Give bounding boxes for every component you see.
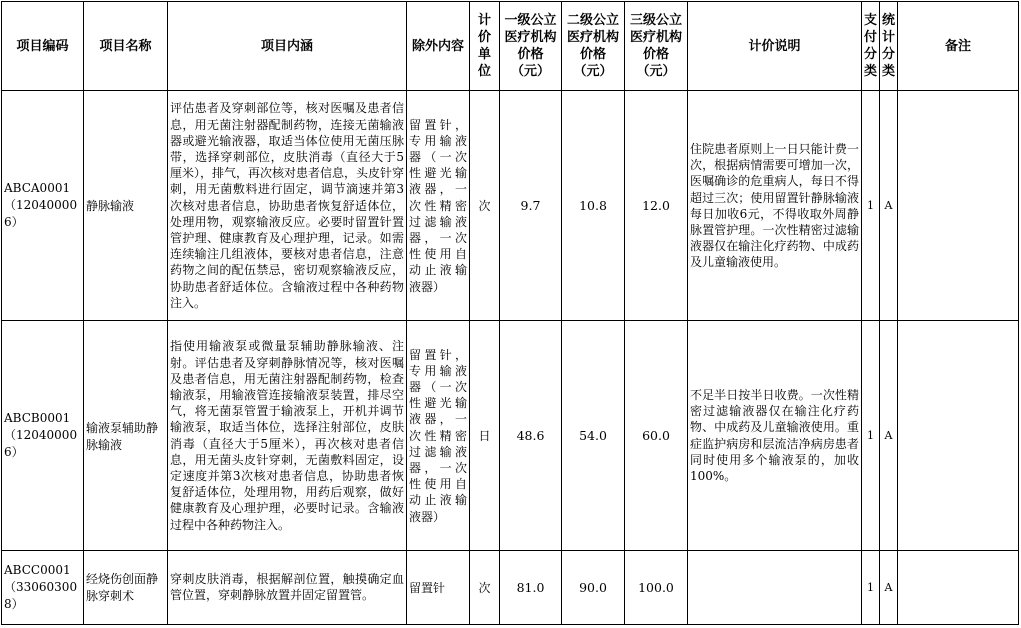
header-content: 项目内涵 xyxy=(168,2,407,91)
header-price2: 二级公立医疗机构价格（元） xyxy=(562,2,625,91)
cell-remark xyxy=(898,550,1019,624)
header-row xyxy=(2,2,1019,91)
cell-price3: 100.0 xyxy=(625,550,688,624)
cell-content: 指使用输液泵或微量泵辅助静脉输液、注射。评估患者及穿刺静脉情况等，核对医嘱及患者信息，用无菌注射器配制药物，检查输液泵，用输液管连接输液泵装置，排尽空气，将无菌泵管置于输液泵上，开机并调节输液泵，取适当体位，选择注射部位，皮肤消毒（直径大于5厘米），再次核对患者信息，用无菌头皮针穿刺，无菌敷料固定，设定速度并第3次核对患者信息，协助患者恢复舒适体位，处理用物，用药后观察，做好健康教育及心理护理，必要时记录。含输液过程中各种药物注入。 xyxy=(168,321,407,550)
cell-price1: 9.7 xyxy=(500,91,562,321)
cell-price3: 60.0 xyxy=(625,321,688,550)
cell-price1: 48.6 xyxy=(500,321,562,550)
header-price1: 一级公立医疗机构价格（元） xyxy=(500,2,562,91)
header-price3: 三级公立医疗机构价格（元） xyxy=(625,2,688,91)
cell-unit: 日 xyxy=(470,321,500,550)
cell-name: 输液泵辅助静脉输液 xyxy=(84,321,168,550)
cell-note: 住院患者原则上一日只能计费一次，根据病情需要可增加一次，医嘱确诊的危重病人，每日不得超过三次；使用留置针静脉输液每日加收6元，不得收取外周静脉置管护理。一次性精密过滤输液器仅在输注化疗药物、中成药及儿童输液使用。 xyxy=(688,91,862,321)
cell-price3: 12.0 xyxy=(625,91,688,321)
cell-unit: 次 xyxy=(470,550,500,624)
header-note: 计价说明 xyxy=(688,2,862,91)
cell-exclude: 留置针，专用输液器（一次性避光输液器，一次性精密过滤输液器，一次性使用自动止液输液器） xyxy=(407,321,470,550)
cell-price1: 81.0 xyxy=(500,550,562,624)
cell-content: 穿刺皮肤消毒，根据解剖位置，触摸确定血管位置，穿刺静脉放置并固定留置管。 xyxy=(168,550,407,624)
cell-exclude: 留置针，专用输液器（一次性避光输液器，一次性精密过滤输液器，一次性使用自动止液输液器） xyxy=(407,91,470,321)
cell-content: 评估患者及穿刺部位等，核对医嘱及患者信息，用无菌注射器配制药物，连接无菌输液器或避光输液器，取适当体位使用无菌压脉带，选择穿刺部位，皮肤消毒（直径大于5厘米），排气，再次核对患者信息，头皮针穿刺，用无菌敷料进行固定，调节滴速并第3次核对患者信息，协助患者恢复舒适体位，处理用物，观察输液反应。必要时留置针置管护理、健康教育及心理护理，记录。如需连续输注几组液体，要核对患者信息，注意药物之间的配伍禁忌，密切观察输液反应，协助患者舒适体位。含输液过程中各种药物注入。 xyxy=(168,91,407,321)
header-stat: 统计分类 xyxy=(880,2,898,91)
cell-pay: 1 xyxy=(862,550,880,624)
cell-price2: 10.8 xyxy=(562,91,625,321)
table-row xyxy=(2,550,1019,624)
cell-pay: 1 xyxy=(862,91,880,321)
cell-name: 经烧伤创面静脉穿刺术 xyxy=(84,550,168,624)
table-row xyxy=(2,321,1019,550)
cell-code: ABCB0001（120400006） xyxy=(2,321,84,550)
cell-exclude: 留置针 xyxy=(407,550,470,624)
header-unit: 计价单位 xyxy=(470,2,500,91)
cell-stat: A xyxy=(880,550,898,624)
table-row xyxy=(2,91,1019,321)
cell-remark xyxy=(898,321,1019,550)
cell-unit: 次 xyxy=(470,91,500,321)
cell-code: ABCA0001（120400006） xyxy=(2,91,84,321)
cell-code: ABCC0001（330603008） xyxy=(2,550,84,624)
cell-stat: A xyxy=(880,321,898,550)
header-exclude: 除外内容 xyxy=(407,2,470,91)
cell-note: 不足半日按半日收费。一次性精密过滤输液器仅在输注化疗药物、中成药及儿童输液使用。重症监护病房和层流洁净病房患者同时使用多个输液泵的，加收100%。 xyxy=(688,321,862,550)
header-pay: 支付分类 xyxy=(862,2,880,91)
header-name: 项目名称 xyxy=(84,2,168,91)
header-code: 项目编码 xyxy=(2,2,84,91)
cell-price2: 54.0 xyxy=(562,321,625,550)
cell-pay: 1 xyxy=(862,321,880,550)
cell-stat: A xyxy=(880,91,898,321)
cell-price2: 90.0 xyxy=(562,550,625,624)
header-remark: 备注 xyxy=(898,2,1019,91)
cell-name: 静脉输液 xyxy=(84,91,168,321)
fee-schedule-table xyxy=(1,1,1019,625)
cell-remark xyxy=(898,91,1019,321)
cell-note xyxy=(688,550,862,624)
